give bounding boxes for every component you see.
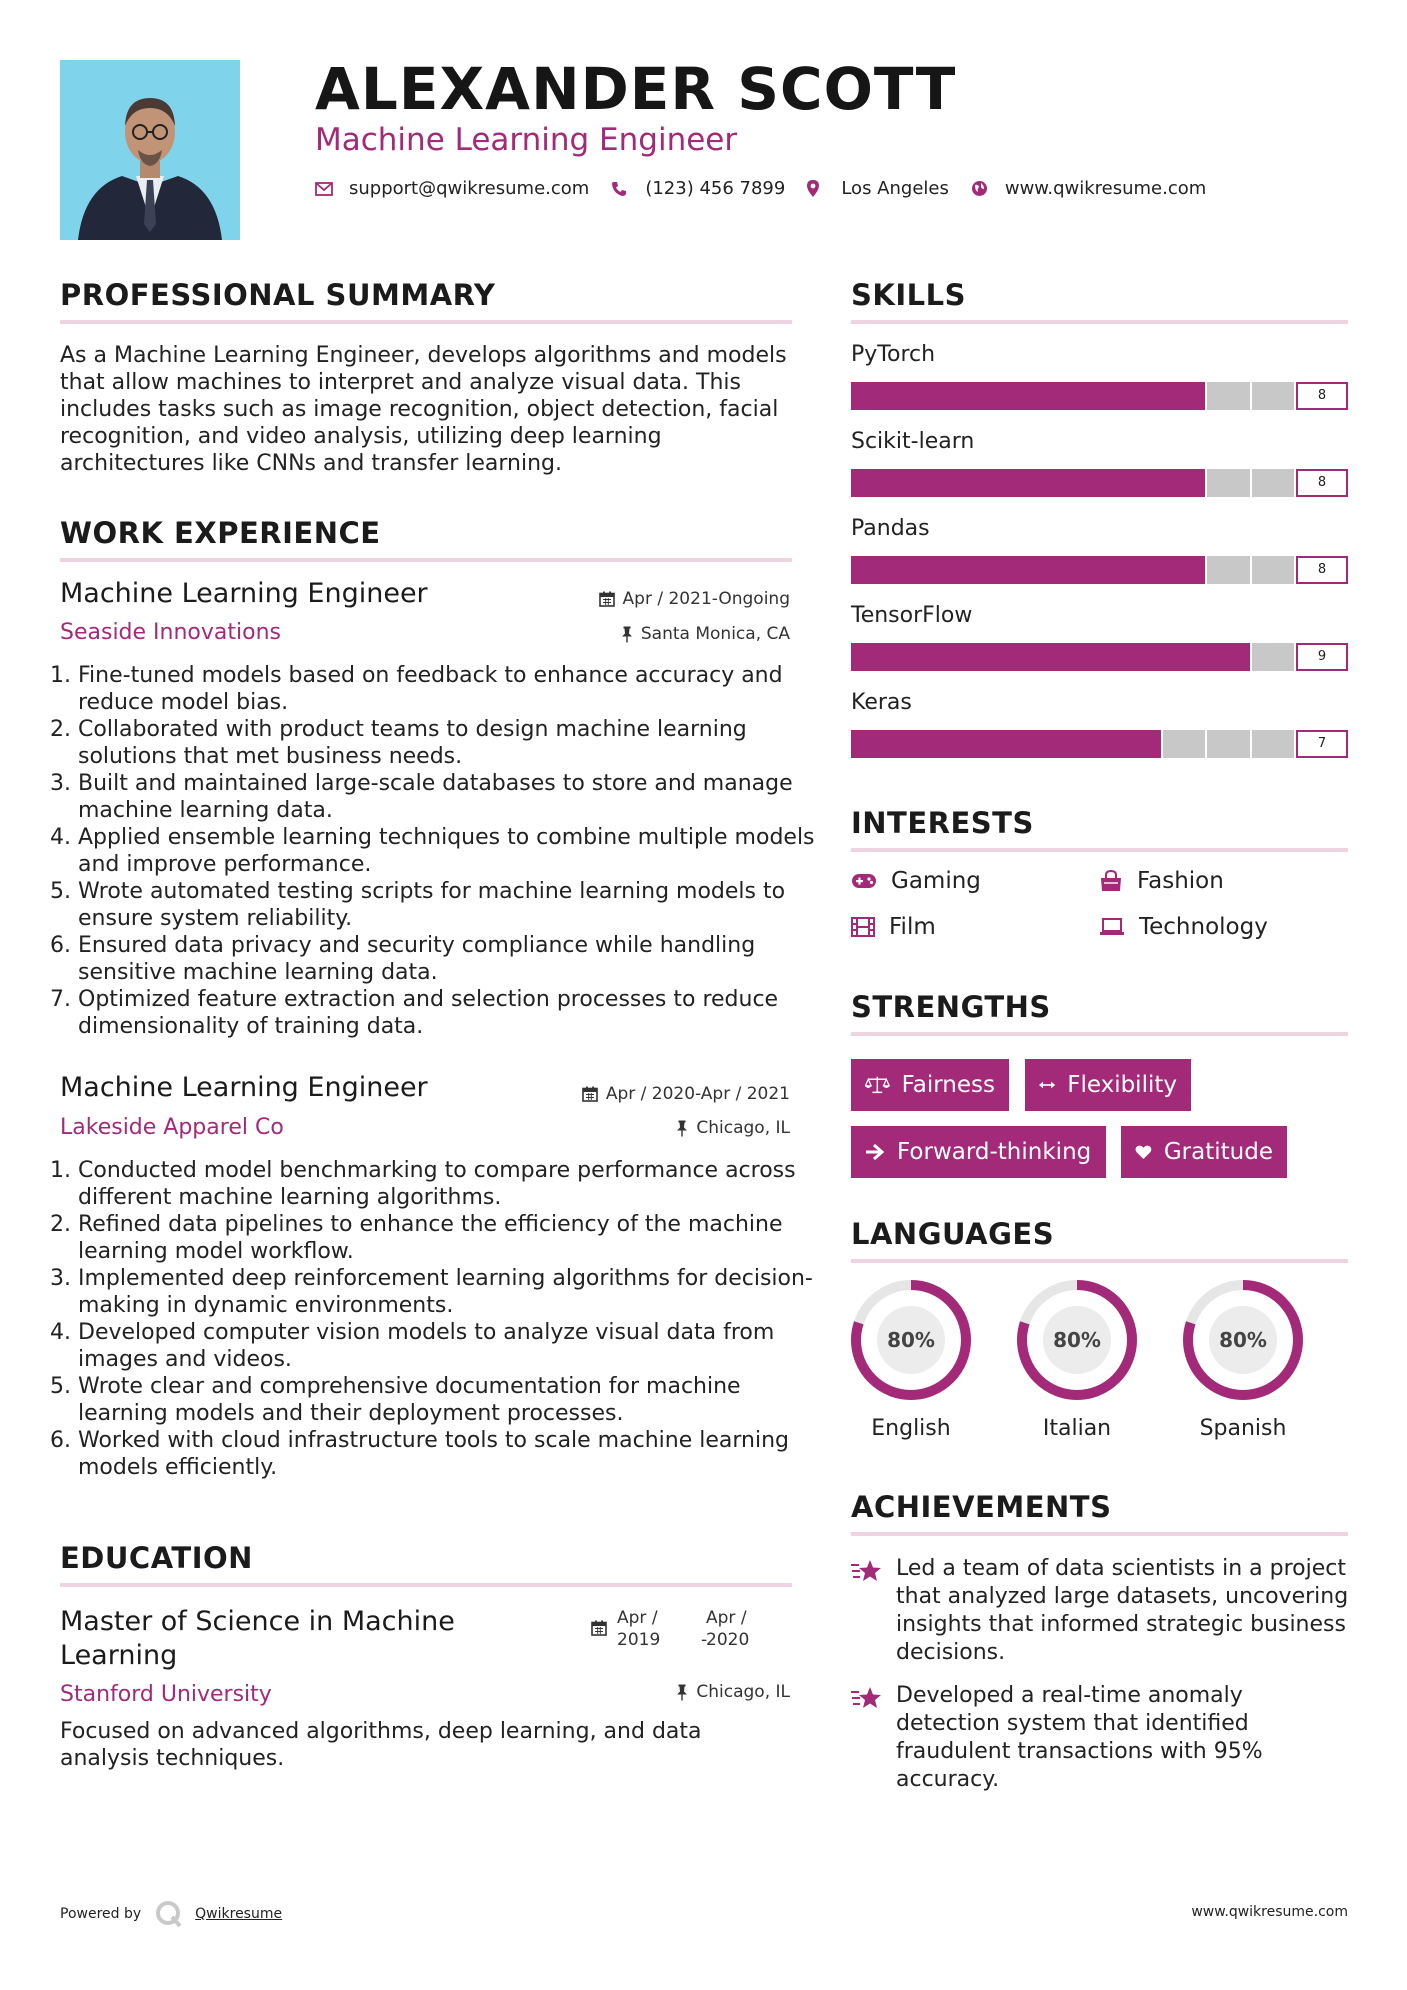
job-company: Lakeside Apparel Co <box>60 1115 284 1140</box>
degree-line-1: Master of Science in Machine <box>60 1606 455 1637</box>
gamepad-icon <box>851 873 877 889</box>
skill-segment-filled <box>1163 382 1206 410</box>
skill-segment-empty <box>1163 730 1206 758</box>
education-start-a: Apr / <box>617 1608 658 1628</box>
brand-link[interactable]: Qwikresume <box>195 1906 283 1922</box>
skill-segment-filled <box>896 469 942 497</box>
job-dates <box>582 1084 790 1104</box>
skill-segment-filled <box>985 382 1031 410</box>
summary-divider <box>60 320 792 324</box>
education-location-text: Chicago, IL <box>696 1682 790 1702</box>
summary-text: As a Machine Learning Engineer, develops algorithms and models that allow machines to interpret and analyze visual data. This includes tasks such as image recognition, object detection, facial recognition, and video analysis, utilizing deep learning architectures like CNNs and transfer learning. <box>60 343 787 476</box>
candidate-name: ALEXANDER SCOTT <box>315 55 957 123</box>
skill-segment-empty <box>1207 730 1250 758</box>
strength-tag <box>851 1126 1106 1178</box>
interest-label: Fashion <box>1137 868 1224 894</box>
phone-icon <box>611 179 631 199</box>
skill-score: 8 <box>1296 469 1348 497</box>
skill-segment-filled <box>896 556 942 584</box>
strength-tag <box>1025 1059 1191 1111</box>
footer-powered <box>60 1900 282 1928</box>
strength-label: Fairness <box>901 1072 995 1098</box>
skill-bar <box>851 382 1348 410</box>
skill-segment-filled <box>1207 643 1250 671</box>
skill-score: 7 <box>1296 730 1348 758</box>
calendar-icon <box>591 1620 607 1636</box>
interest-item <box>851 914 936 940</box>
job-dates <box>599 589 790 609</box>
pushpin-icon <box>676 1120 688 1137</box>
summary-heading: PROFESSIONAL SUMMARY <box>60 278 496 312</box>
skill-segment-filled <box>1163 643 1209 671</box>
skill-segment-filled <box>985 730 1031 758</box>
skill-bar <box>851 643 1348 671</box>
skill-segment-filled <box>940 382 986 410</box>
strength-label: Gratitude <box>1163 1139 1273 1165</box>
skills-divider <box>851 320 1348 324</box>
interest-item <box>851 868 981 894</box>
skills-heading: SKILLS <box>851 278 966 312</box>
strength-tag <box>1121 1126 1287 1178</box>
skill-segment-empty <box>1207 556 1250 584</box>
shopping-bag-icon <box>1099 870 1123 892</box>
language-name: English <box>871 1416 951 1441</box>
achievements-heading: ACHIEVEMENTS <box>851 1490 1112 1524</box>
qwikresume-logo-icon <box>155 1900 183 1928</box>
skill-name: Scikit-learn <box>851 429 975 454</box>
languages-heading: LANGUAGES <box>851 1217 1055 1251</box>
skill-segment-filled <box>1118 556 1164 584</box>
shooting-star-icon <box>851 1559 883 1583</box>
skill-name: PyTorch <box>851 342 936 367</box>
skill-segment-filled <box>940 556 986 584</box>
globe-icon <box>971 179 991 199</box>
skill-segment-filled <box>896 643 942 671</box>
skill-name: TensorFlow <box>851 603 973 628</box>
interests-divider <box>851 848 1348 852</box>
skill-segment-filled <box>940 469 986 497</box>
skill-segment-filled <box>1074 556 1120 584</box>
degree-line-2: Learning <box>60 1640 178 1671</box>
job-location-text: Santa Monica, CA <box>640 624 790 644</box>
list-item: 4. Applied ensemble learning techniques to combine multiple models and improve performance. <box>78 824 818 878</box>
list-item: 1. Fine-tuned models based on feedback to enhance accuracy and reduce model bias. <box>78 662 818 716</box>
interests-heading: INTERESTS <box>851 806 1034 840</box>
languages-divider <box>851 1259 1348 1263</box>
date-dash: - <box>701 1630 708 1650</box>
powered-by-text: Powered by <box>60 1906 142 1922</box>
list-item: 2. Collaborated with product teams to design machine learning solutions that met business needs. <box>78 716 818 770</box>
calendar-icon <box>599 591 615 607</box>
language-percent: 80% <box>1053 1328 1101 1352</box>
education-start-b: 2019 <box>617 1630 661 1650</box>
interest-label: Film <box>889 914 936 940</box>
skill-segment-filled <box>1118 469 1164 497</box>
achievement-item: Developed a real-time anomaly detection system that identified fraudulent transactions with 95% accuracy. <box>896 1683 1263 1792</box>
skill-segment-empty <box>1252 643 1295 671</box>
pushpin-icon <box>621 626 633 643</box>
arrows-horizontal-icon <box>1039 1079 1055 1091</box>
list-item: 3. Built and maintained large-scale databases to store and manage machine learning data. <box>78 770 818 824</box>
strengths-heading: STRENGTHS <box>851 990 1051 1024</box>
skill-segment-filled <box>896 730 942 758</box>
language-name: Spanish <box>1199 1416 1287 1441</box>
skill-bar <box>851 730 1348 758</box>
skill-segment-filled <box>1118 730 1161 758</box>
profile-photo <box>60 60 240 240</box>
skill-segment-filled <box>851 469 897 497</box>
education-heading: EDUCATION <box>60 1541 253 1575</box>
interest-label: Technology <box>1139 914 1268 940</box>
skill-score: 8 <box>1296 382 1348 410</box>
skill-segment-filled <box>1118 382 1164 410</box>
shooting-star-icon <box>851 1686 883 1710</box>
list-item: 5. Wrote clear and comprehensive documentation for machine learning models and their deployment processes. <box>78 1373 818 1427</box>
skill-segment-filled <box>1074 730 1120 758</box>
language-ring <box>849 1278 973 1402</box>
contact-website[interactable]: www.qwikresume.com <box>1004 178 1207 199</box>
skill-segment-filled <box>1029 382 1075 410</box>
job-title: Machine Learning Engineer <box>60 1072 428 1103</box>
education-end-b: 2020 <box>706 1630 750 1650</box>
interest-item <box>1099 868 1224 894</box>
skill-name: Pandas <box>851 516 930 541</box>
job-bullets <box>58 662 818 1040</box>
list-item: 1. Conducted model benchmarking to compare performance across different machine learning algorithms. <box>78 1157 818 1211</box>
contact-phone[interactable]: (123) 456 7899 <box>645 178 786 199</box>
skill-segment-empty <box>1252 556 1295 584</box>
skill-score: 9 <box>1296 643 1348 671</box>
education-location <box>676 1682 790 1702</box>
strength-label: Flexibility <box>1067 1072 1177 1098</box>
list-item: 7. Optimized feature extraction and selection processes to reduce dimensionality of training data. <box>78 986 818 1040</box>
language-name: Italian <box>1042 1416 1112 1441</box>
calendar-icon <box>582 1086 598 1102</box>
language-ring <box>1015 1278 1139 1402</box>
contact-location: Los Angeles <box>841 178 949 199</box>
job-location-text: Chicago, IL <box>696 1118 790 1138</box>
education-school: Stanford University <box>60 1682 272 1707</box>
skill-segment-filled <box>851 556 897 584</box>
skill-bar <box>851 469 1348 497</box>
skill-segment-filled <box>1029 469 1075 497</box>
strengths-divider <box>851 1032 1348 1036</box>
contact-email[interactable]: support@qwikresume.com <box>349 178 590 199</box>
job-location <box>621 624 790 644</box>
film-icon <box>851 917 875 937</box>
achievements-divider <box>851 1532 1348 1536</box>
skill-segment-empty <box>1252 382 1295 410</box>
strength-tag <box>851 1059 1009 1111</box>
job-location <box>676 1118 790 1138</box>
skill-segment-filled <box>940 643 986 671</box>
achievement-item: Led a team of data scientists in a project that analyzed large datasets, uncovering insights that informed strategic business decisions. <box>896 1556 1349 1665</box>
skill-segment-filled <box>851 382 897 410</box>
heart-icon <box>1135 1141 1152 1163</box>
experience-heading: WORK EXPERIENCE <box>60 516 381 550</box>
skill-bar <box>851 556 1348 584</box>
skill-segment-filled <box>985 469 1031 497</box>
candidate-title: Machine Learning Engineer <box>315 122 738 158</box>
list-item: 2. Refined data pipelines to enhance the efficiency of the machine learning model workflow. <box>78 1211 818 1265</box>
list-item: 5. Wrote automated testing scripts for machine learning models to ensure system reliability. <box>78 878 818 932</box>
skill-segment-empty <box>1207 382 1250 410</box>
language-percent: 80% <box>1219 1328 1267 1352</box>
list-item: 4. Developed computer vision models to analyze visual data from images and videos. <box>78 1319 818 1373</box>
skill-segment-filled <box>940 730 986 758</box>
skill-segment-empty <box>1252 730 1295 758</box>
skill-segment-filled <box>1029 643 1075 671</box>
skill-segment-filled <box>1163 556 1206 584</box>
balance-scale-icon <box>865 1074 890 1096</box>
job-dates-text: Apr / 2021-Ongoing <box>622 589 790 609</box>
skill-name: Keras <box>851 690 912 715</box>
skill-segment-filled <box>1074 469 1120 497</box>
skill-segment-empty <box>1252 469 1295 497</box>
interest-item <box>1099 914 1268 940</box>
list-item: 6. Ensured data privacy and security compliance while handling sensitive machine learning data. <box>78 932 818 986</box>
skill-segment-filled <box>1029 730 1075 758</box>
skill-score: 8 <box>1296 556 1348 584</box>
skill-segment-empty <box>1207 469 1250 497</box>
education-divider <box>60 1583 792 1587</box>
skill-segment-filled <box>985 643 1031 671</box>
laptop-icon <box>1099 918 1125 936</box>
skill-segment-filled <box>896 382 942 410</box>
skill-segment-filled <box>1118 643 1164 671</box>
language-ring <box>1181 1278 1305 1402</box>
footer-website[interactable]: www.qwikresume.com <box>1191 1904 1348 1920</box>
list-item: 3. Implemented deep reinforcement learning algorithms for decision-making in dynamic environments. <box>78 1265 818 1319</box>
list-item: 6. Worked with cloud infrastructure tools to scale machine learning models efficiently. <box>78 1427 818 1481</box>
envelope-icon <box>315 179 335 199</box>
language-percent: 80% <box>887 1328 935 1352</box>
pushpin-icon <box>676 1684 688 1701</box>
education-text: Focused on advanced algorithms, deep learning, and data analysis techniques. <box>60 1719 702 1771</box>
skill-segment-filled <box>1163 469 1206 497</box>
skill-segment-filled <box>1029 556 1075 584</box>
interest-label: Gaming <box>891 868 981 894</box>
experience-divider <box>60 558 792 562</box>
education-end-a: Apr / <box>706 1608 747 1628</box>
skill-segment-filled <box>851 643 897 671</box>
skill-segment-filled <box>1074 643 1120 671</box>
arrow-right-icon <box>865 1143 885 1161</box>
job-company: Seaside Innovations <box>60 620 281 645</box>
strength-label: Forward-thinking <box>897 1139 1092 1165</box>
skill-segment-filled <box>1074 382 1120 410</box>
map-pin-icon <box>807 179 827 199</box>
skill-segment-filled <box>985 556 1031 584</box>
skill-segment-filled <box>851 730 897 758</box>
job-title: Machine Learning Engineer <box>60 578 428 609</box>
contact-bar <box>315 178 1228 199</box>
job-bullets <box>58 1157 818 1481</box>
job-dates-text: Apr / 2020-Apr / 2021 <box>605 1084 790 1104</box>
